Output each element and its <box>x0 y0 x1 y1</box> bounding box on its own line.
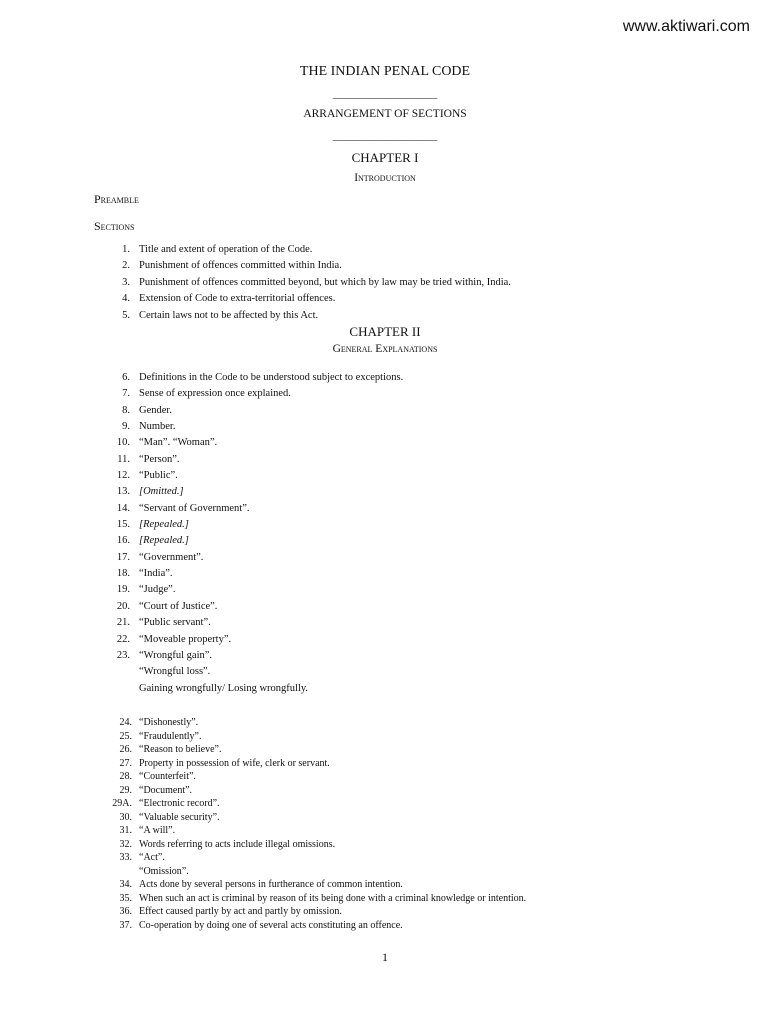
section-title: [Omitted.] <box>139 486 184 498</box>
section-title: Co-operation by doing one of several acts constituting an offence. <box>139 919 403 931</box>
section-title: “Valuable security”. <box>139 811 220 823</box>
section-title: “Moveable property”. <box>139 633 232 645</box>
section-title: Property in possession of wife, clerk or servant. <box>139 757 330 769</box>
section-title: When such an act is criminal by reason of its being done with a criminal knowledge or intention. <box>139 892 527 904</box>
section-entry <box>0 386 770 402</box>
section-title: “A will”. <box>139 825 176 836</box>
section-entry <box>0 648 770 664</box>
section-title: Sense of expression once explained. <box>139 388 291 400</box>
section-entry <box>0 484 770 500</box>
section-entry <box>0 550 770 566</box>
section-title: “Document”. <box>139 784 193 796</box>
preamble-label: Preamble <box>94 192 139 206</box>
section-number: 8. <box>122 404 130 416</box>
section-entry <box>0 716 770 730</box>
section-entry <box>0 435 770 451</box>
section-entry <box>0 730 770 744</box>
section-entry <box>0 258 770 274</box>
section-title: “Omission”. <box>139 865 189 877</box>
section-entry <box>0 851 770 865</box>
section-number: 37. <box>119 919 132 931</box>
section-number: 5. <box>122 309 130 321</box>
section-title: Gaining wrongfully/ Losing wrongfully. <box>139 682 309 694</box>
section-title: “Public”. <box>139 470 178 482</box>
section-number: 15. <box>116 519 130 531</box>
section-title: Effect caused partly by act and partly by omission. <box>139 906 342 917</box>
section-number: 23. <box>116 649 130 661</box>
section-entry <box>0 824 770 838</box>
section-entry <box>0 468 770 484</box>
section-number: 35. <box>119 892 132 904</box>
watermark-url: www.aktiwari.com <box>622 18 750 35</box>
section-title: “Wrongful gain”. <box>139 649 213 661</box>
section-entry <box>0 838 770 852</box>
section-number: 19. <box>116 584 130 596</box>
section-entry <box>0 599 770 615</box>
section-title: Punishment of offences committed beyond, but which by law may be tried within, India. <box>139 276 511 288</box>
section-entry <box>0 533 770 549</box>
section-number: 7. <box>122 388 130 400</box>
section-number: 12. <box>116 470 130 482</box>
section-entry <box>0 664 770 680</box>
section-title: Number. <box>139 421 176 433</box>
section-entry <box>0 681 770 697</box>
chapter-1-subtitle: Introduction <box>354 172 416 184</box>
section-entry <box>0 242 770 258</box>
section-entry <box>0 878 770 892</box>
section-title: [Repealed.] <box>139 535 189 547</box>
document-title: THE INDIAN PENAL CODE <box>299 64 471 79</box>
section-title: Extension of Code to extra-territorial offences. <box>139 293 336 305</box>
section-number: 20. <box>116 600 130 612</box>
section-title: “Electronic record”. <box>139 798 220 809</box>
section-number: 3. <box>122 276 130 288</box>
section-title: “Dishonestly”. <box>139 717 199 728</box>
section-number: 9. <box>122 421 130 433</box>
chapter-1-heading: CHAPTER I <box>351 150 419 165</box>
section-title: “Counterfeit”. <box>139 771 196 782</box>
section-number: 4. <box>122 293 130 305</box>
section-entry <box>0 865 770 879</box>
section-entry <box>0 370 770 386</box>
section-entry <box>0 291 770 307</box>
section-title: Title and extent of operation of the Code. <box>139 244 313 255</box>
section-entry <box>0 811 770 825</box>
section-number: 6. <box>122 372 130 383</box>
section-number: 17. <box>116 551 130 563</box>
chapter-2-heading: CHAPTER II <box>349 324 421 339</box>
section-title: “Public servant”. <box>139 617 211 629</box>
section-entry <box>0 615 770 631</box>
section-entry <box>0 452 770 468</box>
section-entry <box>0 517 770 533</box>
section-title: “Man”. “Woman”. <box>139 437 218 449</box>
section-title: Punishment of offences committed within India. <box>139 260 342 272</box>
section-number: 28. <box>119 771 132 782</box>
chapter-2-section-list <box>0 370 770 697</box>
section-number: 2. <box>122 260 130 272</box>
section-entry <box>0 566 770 582</box>
section-entry <box>0 797 770 811</box>
section-number: 21. <box>116 617 130 629</box>
section-title: “India”. <box>139 568 173 580</box>
section-entry <box>0 905 770 919</box>
section-entry <box>0 743 770 757</box>
section-title: Certain laws not to be affected by this Act. <box>139 309 319 321</box>
page-number: 1 <box>382 950 388 964</box>
section-title: “Servant of Government”. <box>139 502 250 514</box>
section-number: 27. <box>119 757 132 769</box>
section-entry <box>0 419 770 435</box>
section-title: Acts done by several persons in furtherance of common intention. <box>139 879 403 890</box>
section-number: 31. <box>119 825 132 836</box>
section-title: “Act”. <box>139 852 165 863</box>
section-title: “Fraudulently”. <box>139 730 202 742</box>
section-number: 16. <box>116 535 130 547</box>
section-number: 22. <box>116 633 130 645</box>
section-entry <box>0 784 770 798</box>
arrangement-heading: ARRANGEMENT OF SECTIONS <box>303 108 467 120</box>
section-number: 34. <box>119 879 132 890</box>
section-number: 30. <box>119 811 132 823</box>
section-number: 11. <box>117 453 130 465</box>
section-title: “Court of Justice”. <box>139 600 218 612</box>
section-entry <box>0 582 770 598</box>
section-number: 33. <box>119 852 132 863</box>
section-title: Definitions in the Code to be understood subject to exceptions. <box>139 372 404 383</box>
section-title: [Repealed.] <box>139 519 189 531</box>
chapter-2-subtitle: General Explanations <box>332 343 438 355</box>
title-divider: ___________________ <box>332 88 438 100</box>
section-number: 29A. <box>112 798 132 809</box>
section-title: “Government”. <box>139 551 204 563</box>
section-entry <box>0 757 770 771</box>
chapter-1-section-list <box>0 242 770 324</box>
section-number: 14. <box>116 502 130 514</box>
section-number: 32. <box>119 838 132 850</box>
section-title: Words referring to acts include illegal omissions. <box>139 838 336 850</box>
section-entry <box>0 501 770 517</box>
section-entry <box>0 770 770 784</box>
section-title: Gender. <box>139 404 172 416</box>
section-title: “Judge”. <box>139 584 176 596</box>
section-number: 26. <box>119 744 132 755</box>
section-number: 24. <box>119 717 132 728</box>
section-number: 25. <box>119 730 132 742</box>
sections-label: Sections <box>94 219 135 233</box>
section-entry <box>0 308 770 324</box>
section-title: “Reason to believe”. <box>139 744 222 755</box>
section-entry <box>0 892 770 906</box>
section-number: 1. <box>122 244 130 255</box>
arrangement-divider: ___________________ <box>332 130 438 142</box>
section-title: “Wrongful loss”. <box>139 666 211 678</box>
section-entry <box>0 275 770 291</box>
section-number: 10. <box>116 437 130 449</box>
section-number: 13. <box>116 486 130 498</box>
section-entry <box>0 632 770 648</box>
section-number: 29. <box>119 784 132 796</box>
section-number: 18. <box>116 568 130 580</box>
section-entry <box>0 919 770 933</box>
section-entry <box>0 403 770 419</box>
section-number: 36. <box>119 906 132 917</box>
chapter-2-section-list-continued <box>0 716 770 932</box>
section-title: “Person”. <box>139 453 180 465</box>
